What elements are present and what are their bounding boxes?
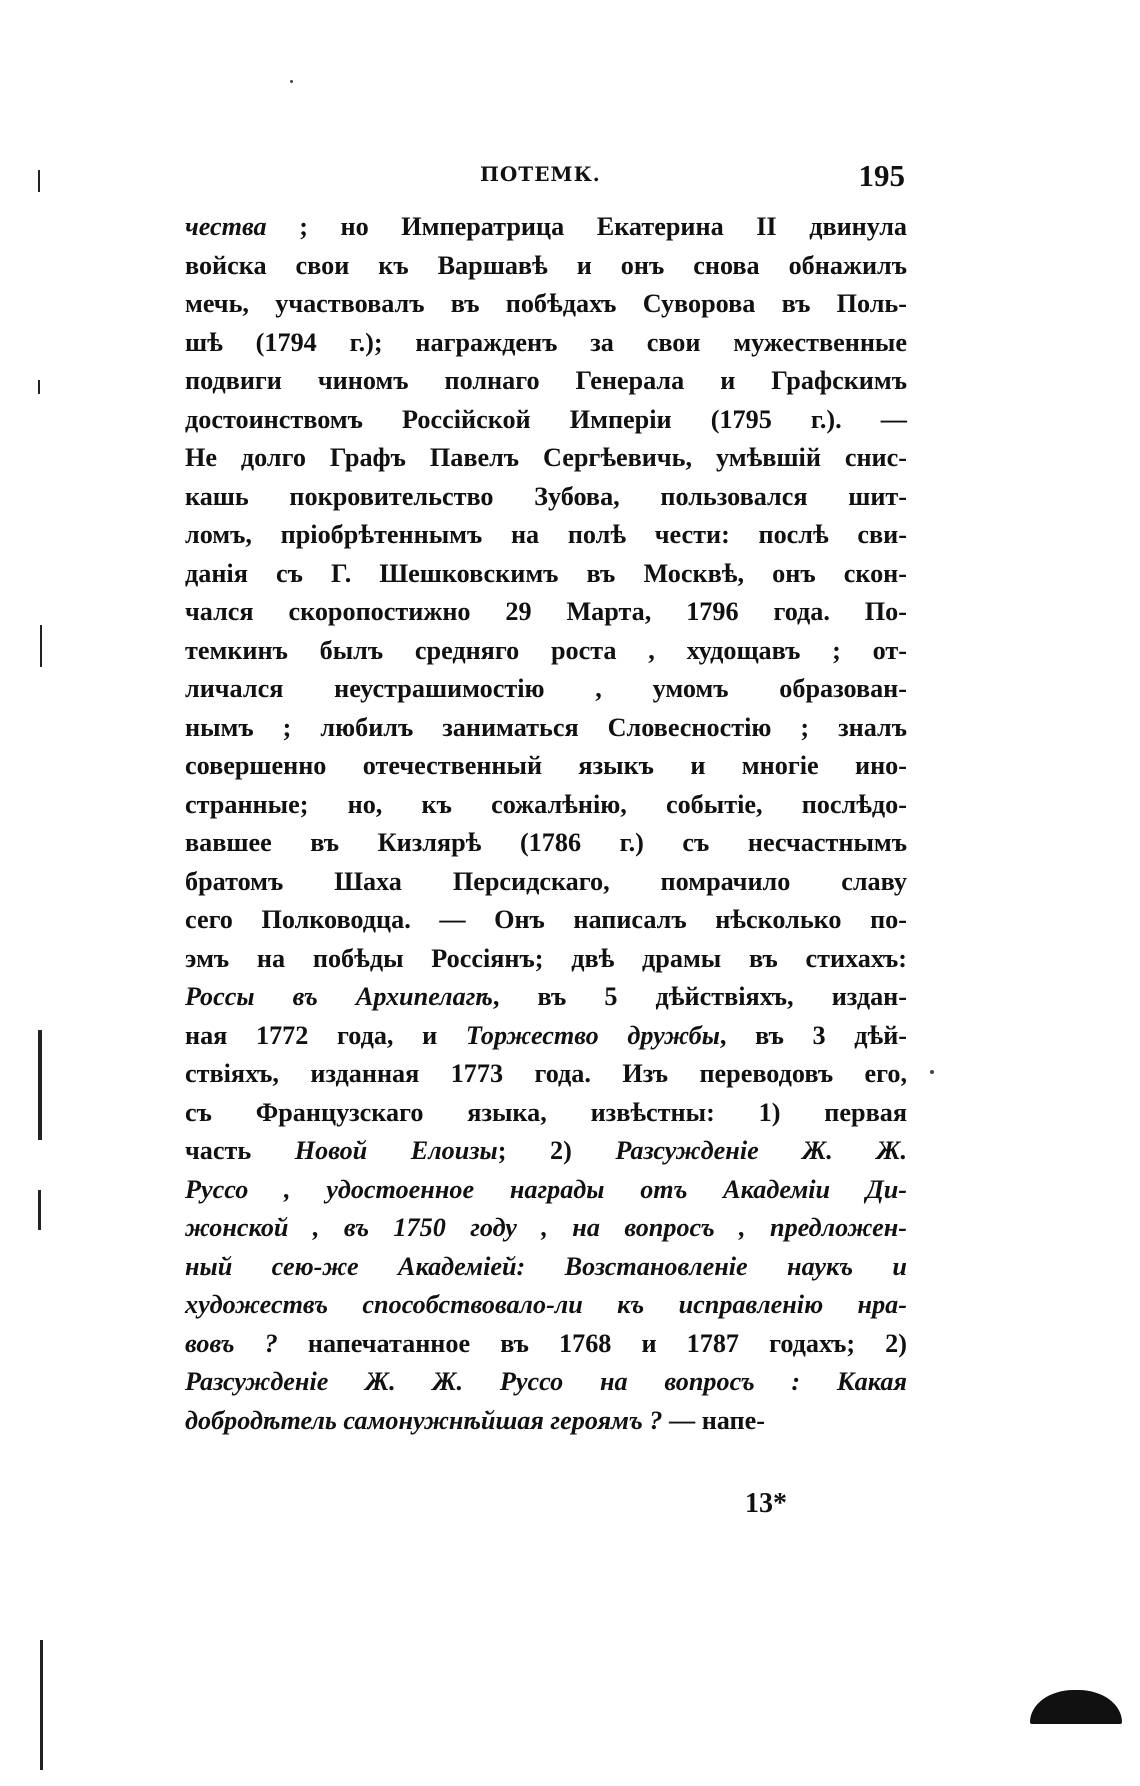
text-line xyxy=(185,362,907,401)
text-line xyxy=(185,401,907,440)
italic-segment: добродѣтель самонужнѣйшая героямъ ? xyxy=(185,1405,663,1435)
signature-mark: 13* xyxy=(745,1488,787,1519)
text-segment: ствіяхъ, изданная 1773 года. Изъ переводовъ его, xyxy=(185,1059,907,1088)
text-segment: ная 1772 года, и xyxy=(185,1020,466,1050)
text-segment: ; 2) xyxy=(497,1136,616,1165)
text-segment: подвиги чиномъ полнаго Генерала и Графскимъ xyxy=(185,366,907,395)
italic-segment: Руссо , удостоенное награды отъ Академіи Ди- xyxy=(185,1174,907,1204)
text-segment: кашь покровительство Зубова, пользовался шит- xyxy=(185,481,907,511)
text-line xyxy=(185,978,907,1017)
italic-segment: Разсужденіе Ж. Ж. Руссо на вопросъ : Какая xyxy=(185,1367,907,1396)
text-line xyxy=(185,478,907,517)
text-segment: , въ 3 дѣй- xyxy=(719,1020,908,1050)
text-segment: шѣ (1794 г.); награжденъ за свои мужественные xyxy=(185,327,907,357)
text-segment: ломъ, пріобрѣтеннымъ на полѣ чести: послѣ сви- xyxy=(185,520,907,549)
text-segment: войска свои къ Варшавѣ и онъ снова обнажилъ xyxy=(185,250,907,280)
italic-segment: художествъ способствовало-ли къ исправленію нра- xyxy=(185,1290,907,1319)
scan-artifact-line xyxy=(38,170,40,192)
text-line xyxy=(185,593,907,632)
text-line xyxy=(185,555,907,594)
text-segment: вавшее въ Кизлярѣ (1786 г.) съ несчастнымъ xyxy=(185,828,907,857)
text-line xyxy=(185,863,907,902)
text-line xyxy=(185,247,907,286)
italic-segment: жонской , въ 1750 году , на вопросъ , предложен- xyxy=(185,1213,907,1242)
text-line xyxy=(185,1017,907,1056)
text-segment: мечь, участвовалъ въ побѣдахъ Суворова въ Поль- xyxy=(185,289,907,318)
italic-segment: Разсужденіе Ж. Ж. xyxy=(615,1136,907,1165)
text-line xyxy=(185,1248,907,1287)
scan-artifact-line xyxy=(38,380,40,394)
text-line xyxy=(185,1402,907,1441)
text-segment: данія съ Г. Шешковскимъ въ Москвѣ, онъ скон- xyxy=(185,558,907,588)
text-segment: съ Французскаго языка, извѣстны: 1) первая xyxy=(185,1097,907,1127)
scan-artifact-line xyxy=(40,1640,43,1770)
italic-segment: вовъ ? xyxy=(185,1328,278,1358)
text-segment: — напе- xyxy=(662,1405,765,1435)
text-segment: личался неустрашимостію , умомъ образован- xyxy=(185,674,907,703)
text-line xyxy=(185,324,907,363)
text-line xyxy=(185,709,907,748)
page-header xyxy=(185,158,907,202)
scan-artifact-dot xyxy=(290,80,293,83)
text-line xyxy=(185,1055,907,1094)
text-segment: совершенно отечественный языкъ и многіе ино- xyxy=(185,751,907,780)
text-line xyxy=(185,1171,907,1210)
text-line xyxy=(185,285,907,324)
body-text xyxy=(185,208,907,1440)
text-segment: темкинъ былъ средняго роста , худощавъ ; от- xyxy=(185,635,907,665)
text-line xyxy=(185,670,907,709)
scan-artifact-line xyxy=(40,625,42,667)
text-line xyxy=(185,1209,907,1248)
text-segment: , въ 5 дѣйствіяхъ, издан- xyxy=(492,982,907,1011)
italic-segment: чества xyxy=(185,212,267,241)
italic-segment: Новой Елоизы xyxy=(294,1136,498,1165)
text-line xyxy=(185,1325,907,1364)
scan-artifact-blob xyxy=(1030,1690,1122,1724)
running-head: ПОТЕМК. xyxy=(480,162,601,186)
text-segment: ; но Императрица Екатерина II двинула xyxy=(266,212,907,241)
text-line xyxy=(185,516,907,555)
text-segment: странные; но, къ сожалѣнію, событіе, послѣдо- xyxy=(185,789,907,819)
text-line xyxy=(185,439,907,478)
text-segment: эмъ на побѣды Россіянъ; двѣ драмы въ стихахъ: xyxy=(185,943,907,973)
text-segment: достоинствомъ Россійской Имперіи (1795 г.). — xyxy=(185,404,907,434)
text-line xyxy=(185,1363,907,1402)
text-line xyxy=(185,747,907,786)
scan-artifact-line xyxy=(38,1030,42,1140)
text-segment: Не долго Графъ Павелъ Сергѣевичь, умѣвшій снис- xyxy=(185,443,907,472)
text-line xyxy=(185,1094,907,1133)
italic-segment: ный сею-же Академіей: Возстановленіе наукъ и xyxy=(185,1251,907,1281)
italic-segment: Россы въ Архипелагѣ xyxy=(185,982,493,1011)
text-segment: сего Полководца. — Онъ написалъ нѣсколько по- xyxy=(185,905,907,934)
scan-artifact-line xyxy=(38,1190,41,1230)
text-segment: часть xyxy=(185,1136,295,1165)
text-line xyxy=(185,786,907,825)
text-segment: братомъ Шаха Персидскаго, помрачило славу xyxy=(185,866,907,896)
scan-artifact-dot xyxy=(930,1070,934,1074)
text-segment: нымъ ; любилъ заниматься Словесностію ; зналъ xyxy=(185,712,907,742)
text-line xyxy=(185,1132,907,1171)
text-line xyxy=(185,208,907,247)
page-number: 195 xyxy=(858,158,905,193)
text-line xyxy=(185,901,907,940)
text-segment: напечатанное въ 1768 и 1787 годахъ; 2) xyxy=(277,1328,907,1358)
text-line xyxy=(185,824,907,863)
text-line xyxy=(185,1286,907,1325)
text-segment: чался скоропостижно 29 Марта, 1796 года. По- xyxy=(185,597,907,626)
italic-segment: Торжество дружбы xyxy=(465,1020,720,1050)
text-line xyxy=(185,940,907,979)
text-line xyxy=(185,632,907,671)
